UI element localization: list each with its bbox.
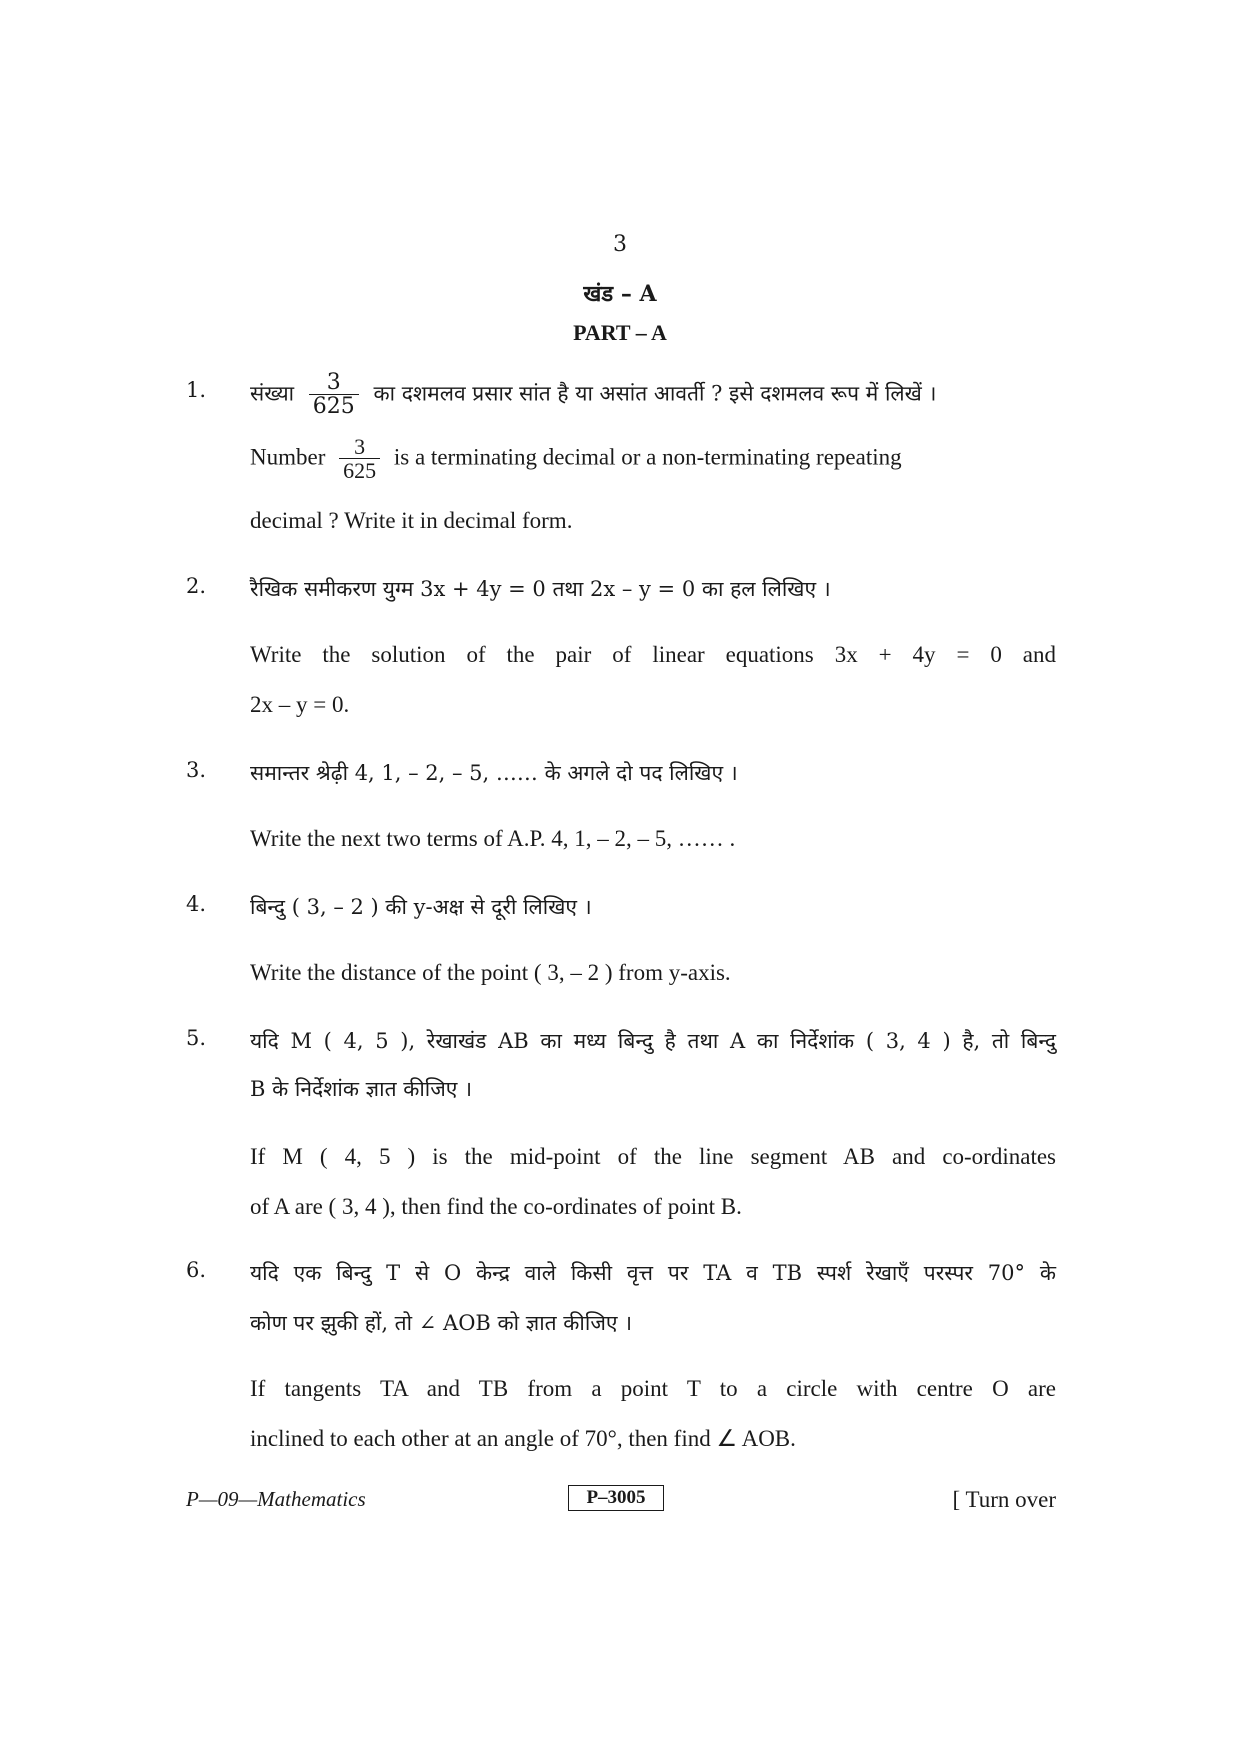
fraction-numerator: 3 (326, 370, 341, 395)
question-text-english-line2: inclined to each other at an angle of 70°, then find ∠ AOB. (250, 1426, 796, 1451)
question-number: 3. (186, 758, 207, 782)
fraction-denominator: 625 (309, 394, 359, 418)
question-text-hindi: बिन्दु ( 3, – 2 ) की y-अक्ष से दूरी लिखिए । (250, 895, 592, 919)
question-text-hindi: समान्तर श्रेढ़ी 4, 1, – 2, – 5, …… के अगले दो पद लिखिए । (250, 761, 738, 785)
question-text-english-line2: 2x – y = 0. (250, 692, 350, 717)
question-text-part: का दशमलव प्रसार सांत है या असांत आवर्ती ? इसे दशमलव रूप में लिखें । (373, 381, 937, 406)
fraction (309, 372, 359, 418)
question-number: 5. (186, 1026, 207, 1050)
footer-paper-code: P–3005 (568, 1485, 664, 1511)
fraction-numerator: 3 (354, 434, 366, 459)
question-text-english: Write the distance of the point ( 3, – 2 ) from y-axis. (250, 960, 731, 985)
question-number: 6. (186, 1258, 207, 1282)
question-text-english (250, 436, 1056, 482)
question-text-english-line2: decimal ? Write it in decimal form. (250, 508, 573, 533)
question-text-english: If M ( 4, 5 ) is the mid-point of the line segment AB and co-ordinates (250, 1144, 1056, 1169)
question-text-hindi (250, 372, 1056, 418)
question-text-hindi-line2: B के निर्देशांक ज्ञात कीजिए । (250, 1077, 473, 1101)
question-number: 2. (186, 574, 207, 598)
question-number: 1. (186, 378, 207, 402)
question-text-english: Write the next two terms of A.P. 4, 1, – 2, – 5, …… . (250, 826, 736, 851)
question-text-english: If tangents TA and TB from a point T to a circle with centre O are (250, 1376, 1056, 1401)
question-text-english: Write the solution of the pair of linear equations 3x + 4y = 0 and (250, 642, 1056, 667)
page-number: 3 (613, 232, 627, 257)
question-text-english-line2: of A are ( 3, 4 ), then find the co-ordinates of point B. (250, 1194, 742, 1219)
question-text-part: is a terminating decimal or a non-terminating repeating (393, 444, 902, 470)
question-number: 4. (186, 892, 207, 916)
section-title-english: PART – A (573, 320, 667, 345)
footer-turn-over: [ Turn over (952, 1487, 1056, 1512)
question-text-part: Number (250, 444, 326, 470)
question-text-hindi: यदि M ( 4, 5 ), रेखाखंड AB का मध्य बिन्दु है तथा A का निर्देशांक ( 3, 4 ) है, तो बिन्दु (250, 1029, 1056, 1053)
fraction-denominator: 625 (339, 458, 380, 482)
question-text-hindi: रैखिक समीकरण युग्म 3x + 4y = 0 तथा 2x – y = 0 का हल लिखिए । (250, 577, 831, 601)
question-text-hindi-line2: कोण पर झुकी हों, तो ∠ AOB को ज्ञात कीजिए । (250, 1311, 633, 1335)
section-title-hindi: खंड – A (583, 281, 657, 307)
fraction (339, 436, 380, 482)
footer-subject: P—09—Mathematics (186, 1487, 366, 1511)
question-text-part: संख्या (250, 381, 295, 406)
question-text-hindi: यदि एक बिन्दु T से O केन्द्र वाले किसी वृत्त पर TA व TB स्पर्श रेखाएँ परस्पर 70° के (250, 1261, 1056, 1285)
